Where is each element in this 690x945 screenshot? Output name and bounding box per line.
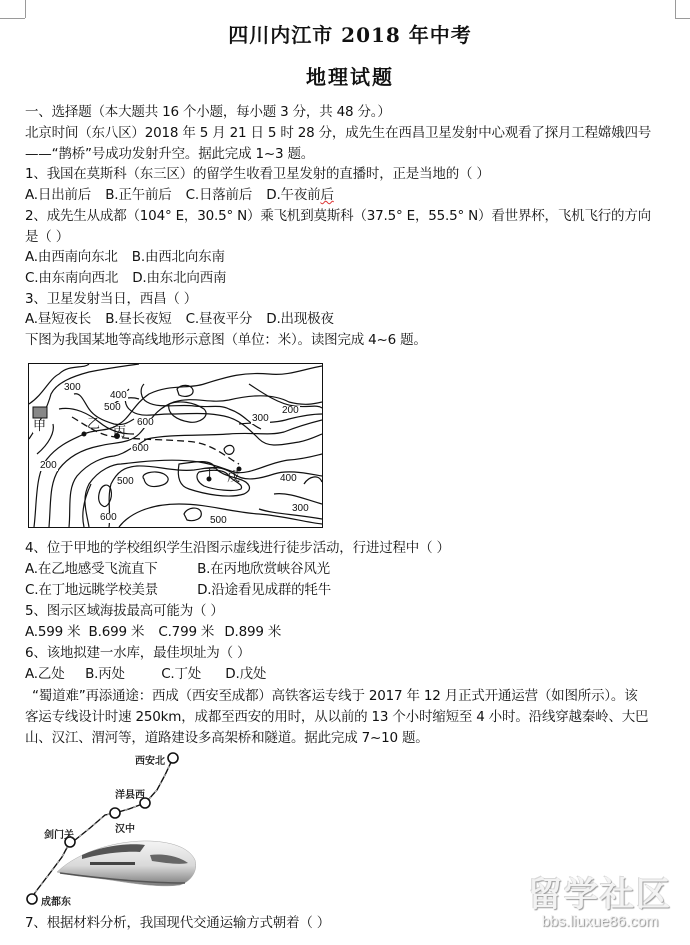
contour-label: 600 <box>137 417 154 428</box>
question-5-options <box>25 622 281 642</box>
option-c: C.由东南向西北 <box>25 270 119 286</box>
option-d: D.899 米 <box>224 624 282 640</box>
watermark-logo <box>520 877 680 937</box>
option-a: A.由西南向东北 <box>25 249 118 265</box>
option-c: C.799 米 <box>158 624 215 640</box>
place-label-bing: 丙 <box>113 425 127 440</box>
section-heading: 一、选择题（本大题共 16 个小题，每小题 3 分，共 48 分。） <box>25 104 391 120</box>
question-2-options <box>25 247 225 267</box>
station-label: 汉中 <box>115 824 135 835</box>
contour-map <box>28 363 323 528</box>
question-2-stem: 是（ ） <box>25 229 69 245</box>
school-marker <box>33 407 47 418</box>
rail-route-diagram <box>20 745 220 910</box>
contour-label: 300 <box>64 382 81 393</box>
option-d: D.午夜前 <box>266 187 321 203</box>
contour-label: 200 <box>282 405 299 416</box>
station-label: 洋县西 <box>115 790 145 801</box>
option-d: D.沿途看见成群的牦牛 <box>197 582 332 598</box>
contour-label: 200 <box>40 460 57 471</box>
option-d: D.出现极夜 <box>266 311 334 327</box>
option-a: A.日出前后 <box>25 187 92 203</box>
station-label: 成都东 <box>41 897 71 908</box>
option-d: D.戊处 <box>225 666 267 682</box>
option-c: C.在丁地远眺学校美景 <box>25 582 159 598</box>
question-5-stem: 5、图示区域海拔最高可能为（ ） <box>25 603 224 619</box>
option-c: C.昼夜平分 <box>185 311 253 327</box>
option-a: A.在乙地感受飞流直下 <box>25 561 158 577</box>
question-1-stem: 1、我国在莫斯科（东三区）的留学生收看卫星发射的直播时，正是当地的（ ） <box>25 166 490 182</box>
place-label-wu: 戊 <box>227 470 241 485</box>
contour-label: 500 <box>104 402 121 413</box>
question-3-stem: 3、卫星发射当日，西昌（ ） <box>25 291 198 307</box>
contour-label: 300 <box>252 413 269 424</box>
contour-label: 300 <box>292 503 309 514</box>
question-6-stem: 6、该地拟建一水库，最佳坝址为（ ） <box>25 645 251 661</box>
document-subtitle: 地理试题 <box>306 65 394 89</box>
option-b: B.在丙地欣赏峡谷风光 <box>197 561 330 577</box>
intro-paragraph-3: 山、汉江、渭河等，道路建设多高架桥和隧道。据此完成 7~10 题。 <box>25 730 429 746</box>
question-1-options <box>25 185 334 205</box>
crop-mark-top-left <box>25 0 26 18</box>
question-2-stem: 2、成先生从成都（104° E，30.5° N）乘飞机到莫斯科（37.5° E，55.5° N）看世界杯，飞机飞行的方向 <box>25 208 651 224</box>
option-b: B.正午前后 <box>105 187 172 203</box>
contour-label: 500 <box>117 476 134 487</box>
option-c: C.日落前后 <box>185 187 253 203</box>
contour-label: 400 <box>110 390 127 401</box>
question-6-options <box>25 664 266 684</box>
station-label: 西安北 <box>135 756 165 767</box>
spellcheck-squiggle: 后 <box>320 187 334 203</box>
place-label-yi: 乙 <box>87 417 101 432</box>
contour-label: 600 <box>132 443 149 454</box>
option-d: D.由东北向西南 <box>132 270 227 286</box>
option-b: B.丙处 <box>85 666 125 682</box>
crop-mark-top-right <box>675 0 676 18</box>
station-chengdu-east <box>27 894 37 904</box>
contour-label: 600 <box>100 512 117 523</box>
option-a: A.昼短夜长 <box>25 311 92 327</box>
station-xian-north <box>168 753 178 763</box>
station-label: 剑门关 <box>44 830 74 841</box>
option-b: B.699 米 <box>88 624 145 640</box>
watermark-brand: 留学社区 <box>528 875 672 915</box>
question-4-options <box>25 580 331 600</box>
station-hanzhong <box>110 808 120 818</box>
option-a: A.599 米 <box>25 624 81 640</box>
option-b: B.昼长夜短 <box>105 311 172 327</box>
option-a: A.乙处 <box>25 666 65 682</box>
intro-paragraph-3: 客运专线设计时速 250km，成都至西安的用时，从以前的 13 个小时缩短至 4 小时。沿线穿越秦岭、大巴 <box>25 709 649 725</box>
contour-label: 400 <box>280 473 297 484</box>
question-4-options <box>25 559 330 579</box>
document-title: 四川内江市 2018 年中考 <box>228 23 472 47</box>
question-3-options <box>25 309 334 329</box>
question-7-stem: 7、根据材料分析，我国现代交通运输方式朝着（ ） <box>25 915 331 931</box>
question-4-stem: 4、位于甲地的学校组织学生沿图示虚线进行徒步活动，行进过程中（ ） <box>25 540 450 556</box>
intro-paragraph-3: “蜀道难”再添通途：西成（西安至成都）高铁客运专线于 2017 年 12 月正式开通运营（如图所示）。该 <box>32 688 638 704</box>
train-image <box>57 841 196 886</box>
option-c: C.丁处 <box>161 666 202 682</box>
intro-paragraph-1: 北京时间（东八区）2018 年 5 月 21 日 5 时 28 分，成先生在西昌卫星发射中心观看了探月工程嫦娥四号 <box>25 125 652 141</box>
place-label-jia: 甲 <box>33 419 47 434</box>
intro-paragraph-1: ——“鹊桥”号成功发射升空。据此完成 1~3 题。 <box>25 146 315 162</box>
option-b: B.由西北向东南 <box>131 249 225 265</box>
intro-paragraph-2: 下图为我国某地等高线地形示意图（单位：米）。读图完成 4~6 题。 <box>25 332 427 348</box>
watermark-url: bbs.liuxue86.com <box>541 913 659 930</box>
contour-label: 500 <box>210 515 227 526</box>
question-2-options <box>25 268 226 288</box>
place-label-ding: 丁 <box>203 467 217 482</box>
